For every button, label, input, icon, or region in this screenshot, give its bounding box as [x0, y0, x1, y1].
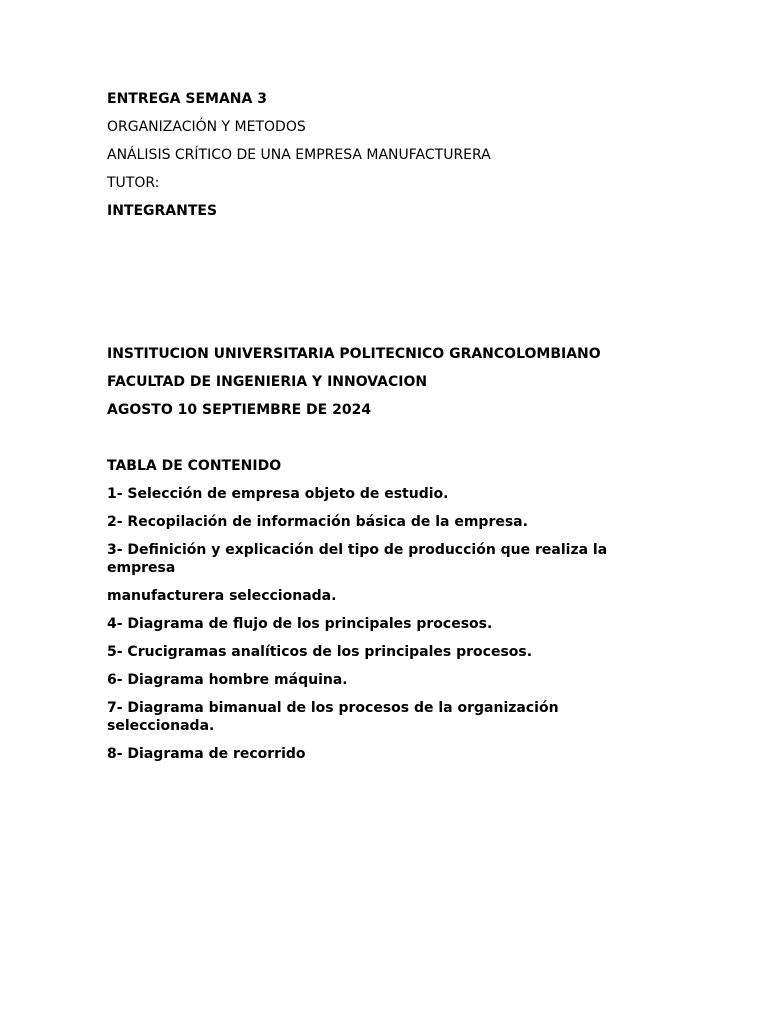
- course-name: ORGANIZACIÓN Y METODOS: [107, 119, 306, 135]
- toc-heading: TABLA DE CONTENIDO: [107, 458, 282, 474]
- spacer: [107, 429, 627, 457]
- toc-item: 3- Definición y explicación del tipo de producción que realiza la empresa: [107, 542, 608, 576]
- toc-list: [107, 485, 627, 763]
- subject-line: ANÁLISIS CRÍTICO DE UNA EMPRESA MANUFACTURERA: [107, 147, 491, 163]
- toc-item: 2- Recopilación de información básica de la empresa.: [107, 514, 528, 530]
- toc-item: 6- Diagrama hombre máquina.: [107, 672, 348, 688]
- tutor-label: TUTOR:: [107, 175, 160, 191]
- toc-item: 8- Diagrama de recorrido: [107, 746, 306, 762]
- toc-item: 7- Diagrama bimanual de los procesos de la organización seleccionada.: [107, 700, 559, 734]
- faculty-name: FACULTAD DE INGENIERIA Y INNOVACION: [107, 374, 428, 390]
- toc-item-continuation: manufacturera seleccionada.: [107, 588, 337, 604]
- toc-item: 5- Crucigramas analíticos de los principales procesos.: [107, 644, 533, 660]
- toc-item: 1- Selección de empresa objeto de estudio.: [107, 486, 449, 502]
- document-page: [107, 90, 627, 773]
- document-title: ENTREGA SEMANA 3: [107, 91, 267, 107]
- toc-item: 4- Diagrama de flujo de los principales procesos.: [107, 616, 493, 632]
- members-label: INTEGRANTES: [107, 203, 218, 219]
- spacer: [107, 230, 627, 345]
- document-date: AGOSTO 10 SEPTIEMBRE DE 2024: [107, 402, 372, 418]
- institution-name: INSTITUCION UNIVERSITARIA POLITECNICO GRANCOLOMBIANO: [107, 346, 601, 362]
